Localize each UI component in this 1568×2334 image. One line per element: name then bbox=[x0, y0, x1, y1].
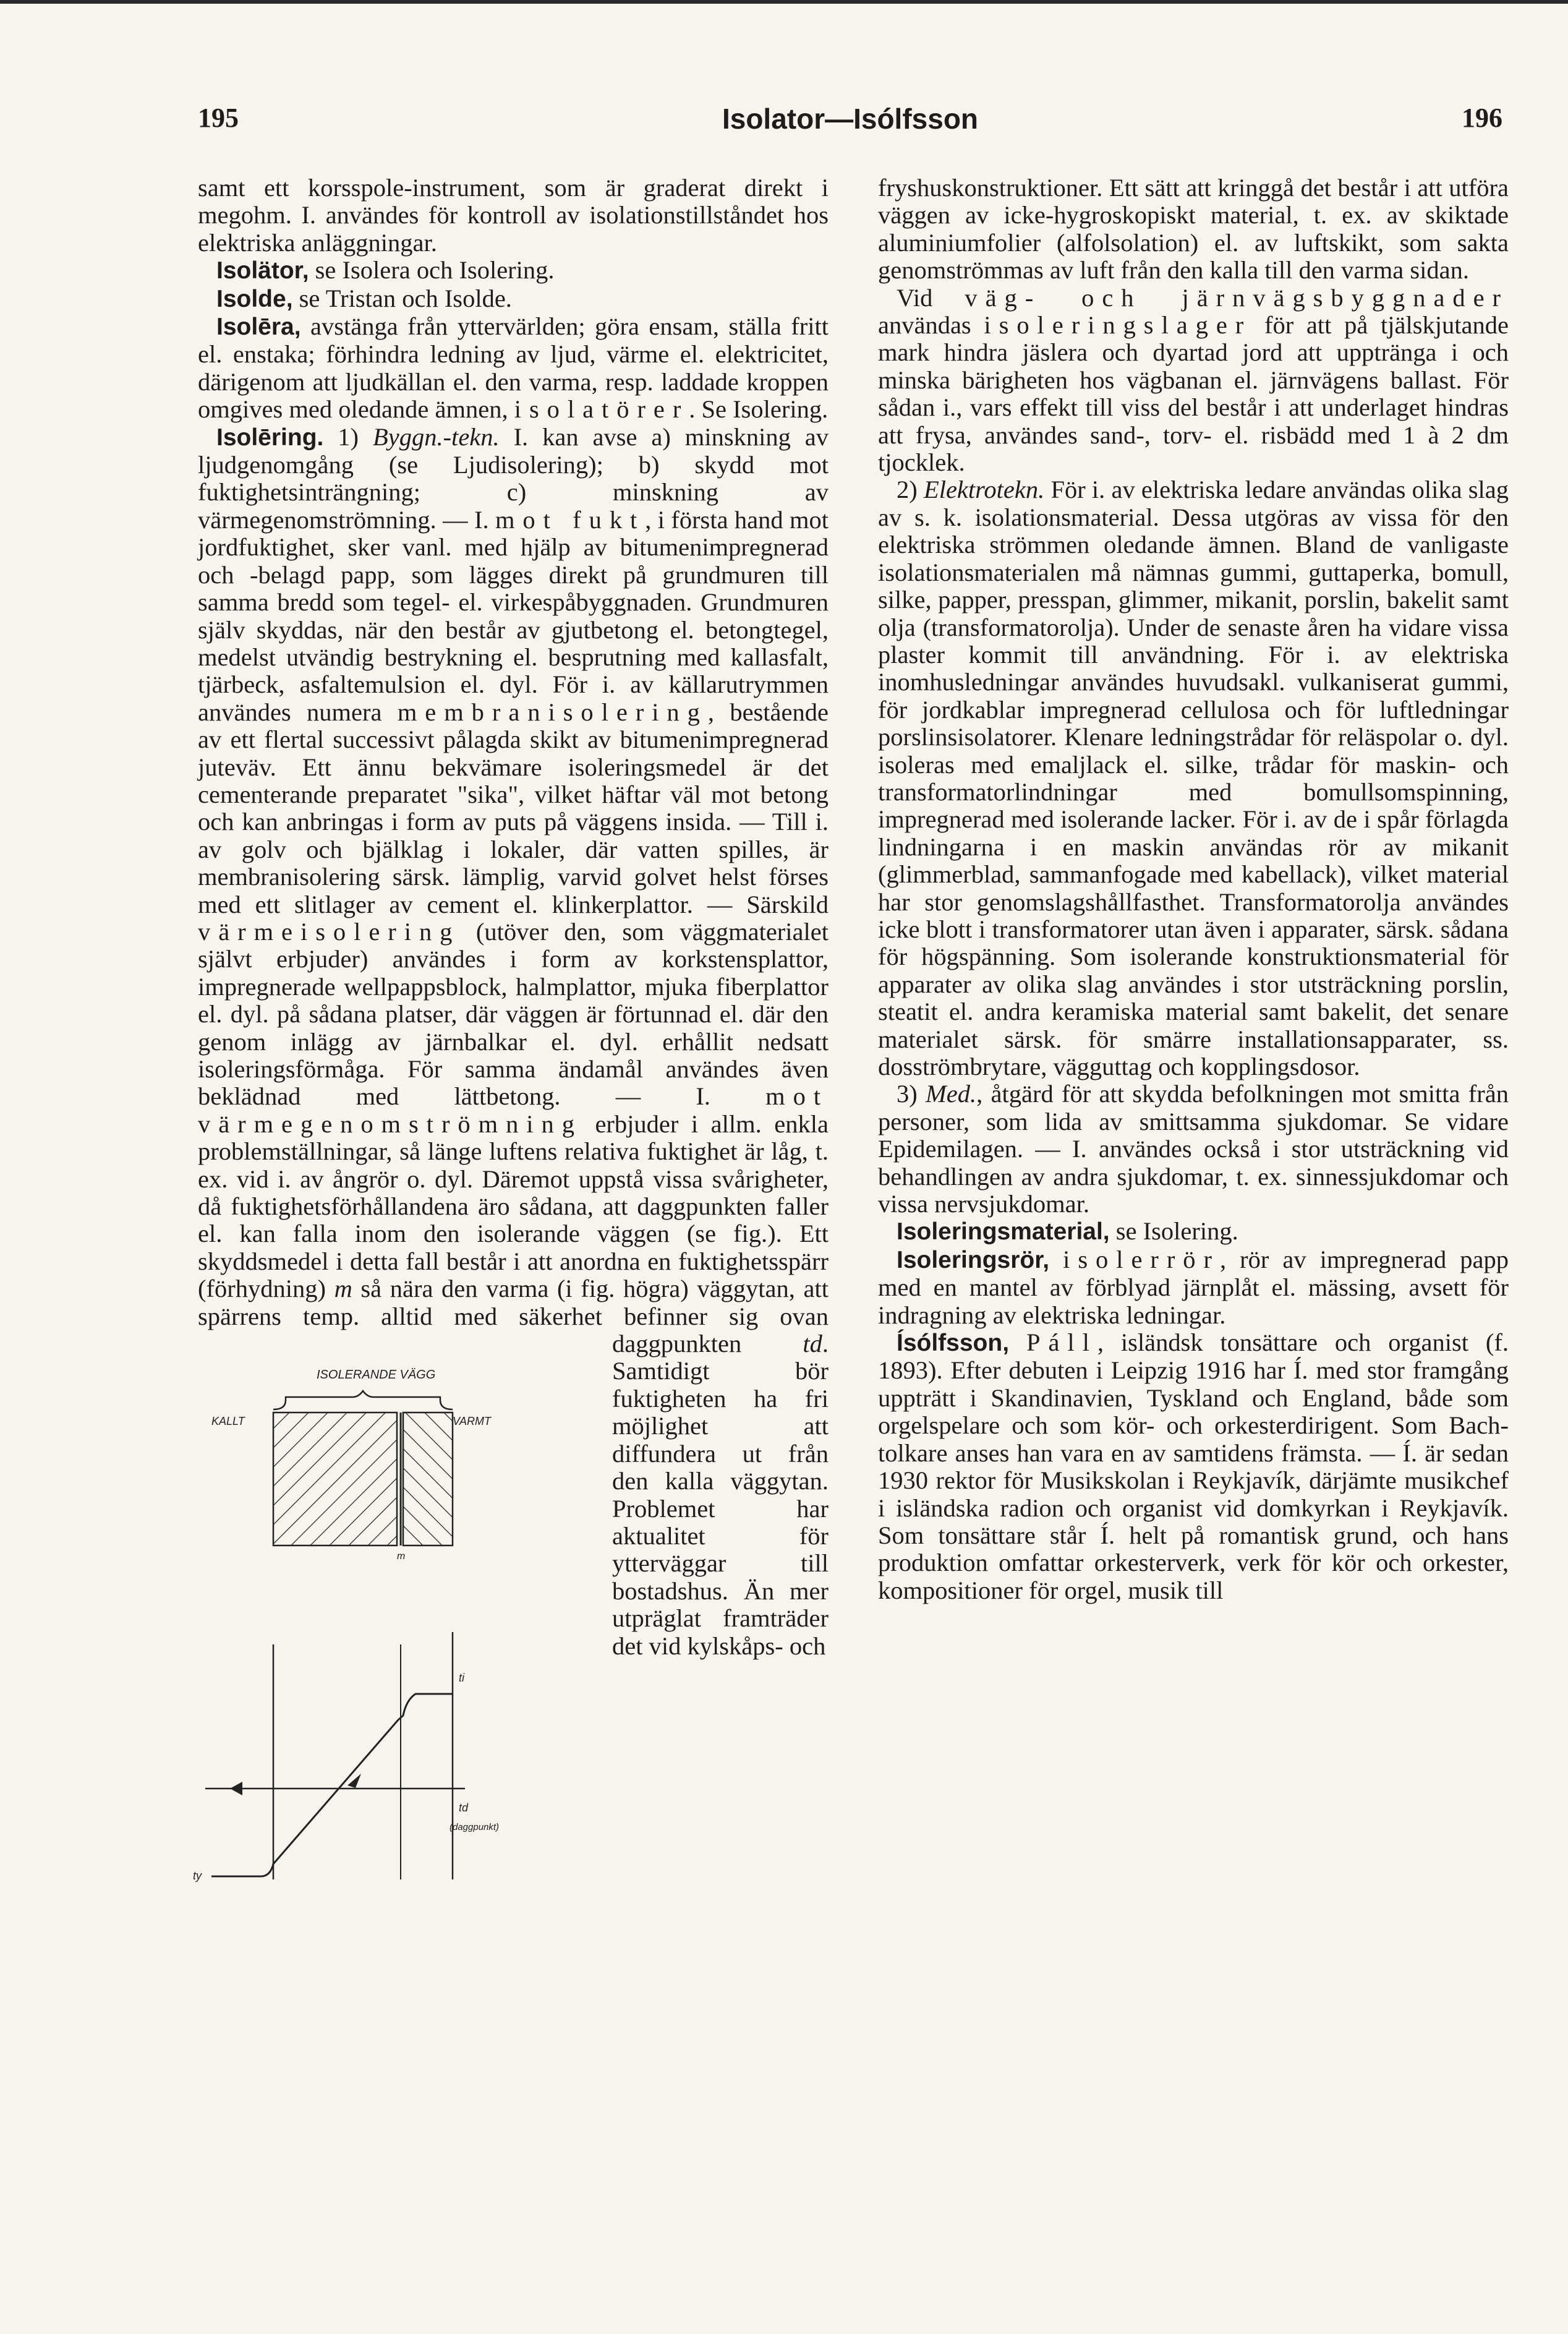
paragraph-medical: 3) Med., åtgärd för att skydda befolkningen mot smitta från personer, som lida av smittsamma sjukdomar. Se vidare Epidemilagen. — I. användes också i stor utsträckning vid behandlingen av andra sjukdomar, t. ex. sinnessjukdomar och vissa nervsjukdomar. bbox=[878, 1080, 1509, 1218]
paragraph-road: Vid väg- och järnvägsbyggnader användas isoleringslager för att på tjälskjutande mark hindra jäslera och dyartad jord att upptränga i och minska bärigheten hos vägbanan el. järnvägens ballast. För sådan i., vars effekt till viss del består i att underlaget hindras att frysa, användes sand-, torv- el. risbädd med 1 à 2 dm tjocklek. bbox=[878, 283, 1509, 477]
dewpoint-arrow bbox=[230, 1782, 242, 1795]
headword: Isoleringsmaterial, bbox=[897, 1218, 1110, 1246]
entry-isolfsson: Ísólfsson, Páll, isländsk tonsättare och organist (f. 1893). Efter debuten i Leipzig 1916 har Í. med stor framgång uppträtt i Skandinavien, Tyskland och England, både som orgelspelare och som kör- och orkesterdirigent. Som Bach-tolkare anses han vara en av samtidens främsta. — Í. är sedan 1930 rektor för Musikskolan i Reykjavík, därjämte musikchef i isländska radion och organist vid domkyrkan i Reykjavík. Som tonsättare står Í. helt på romantisk grund, och hans produktion omfattar orkesterverk, verk för kör och orkester, kompositioner för orgel, musik till bbox=[878, 1328, 1509, 1604]
entry-isolera: Isolēra, avstänga från yttervärlden; göra ensam, ställa fritt el. enstaka; förhindra ledning av ljud, värme el. elektricitet, därigenom att ljudkällan el. den varma, resp. laddade kroppen omgives med oledande ämnen, isolatörer. Se Isolering. bbox=[198, 312, 829, 424]
ti-label: ti bbox=[459, 1672, 464, 1685]
right-column bbox=[878, 174, 1509, 1604]
wall-diagram bbox=[193, 1335, 601, 1923]
cold-label: KALLT bbox=[211, 1415, 245, 1428]
entry-isoleringsmaterial: Isoleringsmaterial, se Isolering. bbox=[897, 1217, 1238, 1246]
page-number-left: 195 bbox=[198, 103, 239, 133]
headword: Isolde, bbox=[216, 285, 293, 312]
warm-label: VARMT bbox=[453, 1415, 492, 1428]
entry-isolering: Isolēring. 1) Byggn.-tekn. I. kan avse a) minskning av ljudgenomgång (se Ljudisolering); b) skydd mot fuktighetsinträngning; c) minskning av värmegenomströmning. — I. mot fukt, i första hand mot jordfuktighet, sker vanl. med hjälp av bitumenimpregnerad och -belagd papp, som lägges direkt på grundmuren till samma bredd som tegel- el. virkespåbyggnaden. Grundmuren själv skyddas, när den består av gjutbetong el. betongtegel, medelst utvändig bestrykning el. besprutning med kallasfalt, tjärbeck, asfaltemulsion el. dyl. För i. av källarutrymmen användes numera membranisolering, bestående av ett flertal successivt pålagda skikt av bitumenimpregnerad juteväv. Ett ännu bekvämare isoleringsmedel är det cementerande preparatet "sika", vilket häftar väl mot betong och kan anbringas i form av puts på väggens insida. — Till i. av golv och bjälklag i lokaler, där vatten spilles, är membranisolering särsk. lämplig, varvid golvet helst förses med ett slitlager av cement el. klinkerplattor. — Särskild värmeisolering (utöver den, som väggmaterialet självt erbjuder) användes i form av korkstensplattor, impregnerade wellpappsblock, halmplattor, mjuka fiberplattor el. dyl. på sådana platser, där väggen är förtunnad el. där den genom inlägg av järnbalkar el. dyl. erhållit nedsatt isoleringsförmåga. För samma ändamål användes även beklädnad med lättbetong. — I. mot värmegenomströmning erbjuder i allm. enkla problemställningar, så länge luftens relativa fuktighet är låg, t. ex. vid i. av ångrör o. dyl. Däremot uppstå vissa svårigheter, då fuktighetsförhållandena äro sådana, att daggpunkten faller el. kan falla inom den isolerande väggen (se fig.). Ett skyddsmedel i detta fall består i att anordna en fuktighetsspärr (förhydning) m så nära den varma (i fig. högra) väggytan, att spärrens temp. alltid med säkerhet befinner sig ovan daggpunkten ISOLERANDE VÄGG KALLT VARMT m ti td (daggpunkt) ty td. Samtidigt bör fuktigheten ha fri möjlighet att diffundera ut från den kalla väggytan. Problemet har aktualitet för ytterväggar till bostadshus. Än mer utpräglat framträder det vid kylskåps- och bbox=[198, 424, 829, 1660]
entry-isolator: Isolätor, se Isolera och Isolering. bbox=[216, 256, 555, 284]
page-number-right: 196 bbox=[1462, 103, 1502, 133]
headword: Isolēra, bbox=[216, 314, 301, 341]
barrier-m-label: m bbox=[397, 1551, 406, 1562]
top-edge-rule bbox=[0, 0, 1568, 4]
headword: Isolätor, bbox=[216, 257, 309, 284]
entry-isoleringsror: Isoleringsrör, isolerrör, rör av impregnerad papp med en mantel av förblyad järnplåt el. mässing, avsett för indragning av elektriska ledningar. bbox=[878, 1245, 1509, 1329]
wall-label: ISOLERANDE VÄGG bbox=[317, 1368, 436, 1382]
paragraph-electrical: 2) Elektrotekn. För i. av elektriska ledare användas olika slag av s. k. isolationsmaterial. Dessa utgöras av vissa för den elektriska strömmen oledande ämnen. Bland de vanligaste isolationsmaterialen må nämnas gummi, guttaperka, bomull, silke, papper, presspan, glimmer, mikanit, porslin, bakelit samt olja (transformatorolja). Under de senaste åren ha vidare vissa plaster kommit till användning. För i. av elektriska inomhusledningar användes huvudsakl. vulkaniserat gummi, för jordkablar impregnerad cellulosa och för luftledningar porslinsisolatorer. Klenare ledningstrådar för reläspolar o. dyl. isoleras med emaljlack el. silke, trådar för maskin- och transformatorlindningar med bomullsomspinning, impregnerad med isolerande lacker. För i. av de i spår förlagda lindningarna i en maskin användas rör av mikanit (glimmerblad, sammanfogade med kabellack), vilket material har stor genomslagshållfasthet. Transformatorolja användes icke blott i transformatorer utan även i apparater, särsk. sådana för högspänning. Som isolerande konstruktionsmaterial för apparater av olika slag användes i stor utsträckning porslin, steatit el. andra keramiska material samt bakelit, det senare materialet särsk. för smärre installationsapparater, ss. dosströmbrytare, vägguttag och kopplingsdosor. bbox=[878, 476, 1509, 1080]
headword: Isoleringsrör, bbox=[897, 1246, 1050, 1273]
running-header bbox=[198, 102, 1502, 152]
headword: Ísólfsson, bbox=[897, 1330, 1010, 1357]
entry-isolde: Isolde, se Tristan och Isolde. bbox=[216, 284, 512, 312]
continuation-paragraph: samt ett korsspole-instrument, som är graderat direkt i megohm. I. användes för kontroll av isolationstillståndet hos elektriska anläggningar. bbox=[198, 174, 829, 257]
wall-left-layer bbox=[273, 1413, 397, 1545]
wall-right-layer bbox=[403, 1413, 453, 1545]
dewpoint-label: (daggpunkt) bbox=[450, 1822, 500, 1833]
temperature-curve bbox=[211, 1694, 453, 1876]
td-label: td bbox=[459, 1802, 469, 1815]
ty-label: ty bbox=[193, 1870, 202, 1883]
headword: Isolēring. bbox=[216, 424, 324, 451]
running-title: Isolator—Isólfsson bbox=[722, 103, 979, 135]
wall-figure bbox=[193, 1335, 601, 1923]
left-column bbox=[193, 174, 829, 1923]
continuation-paragraph: fryshuskonstruktioner. Ett sätt att kringgå det består i att utföra väggen av icke-hygroskopiskt material, t. ex. av skiktade aluminiumfolier (alfolsolation) el. av luftskikt, som sakta genomströmmas av luft från den kalla till den varma sidan. bbox=[878, 174, 1509, 284]
wall-brace bbox=[273, 1391, 453, 1409]
